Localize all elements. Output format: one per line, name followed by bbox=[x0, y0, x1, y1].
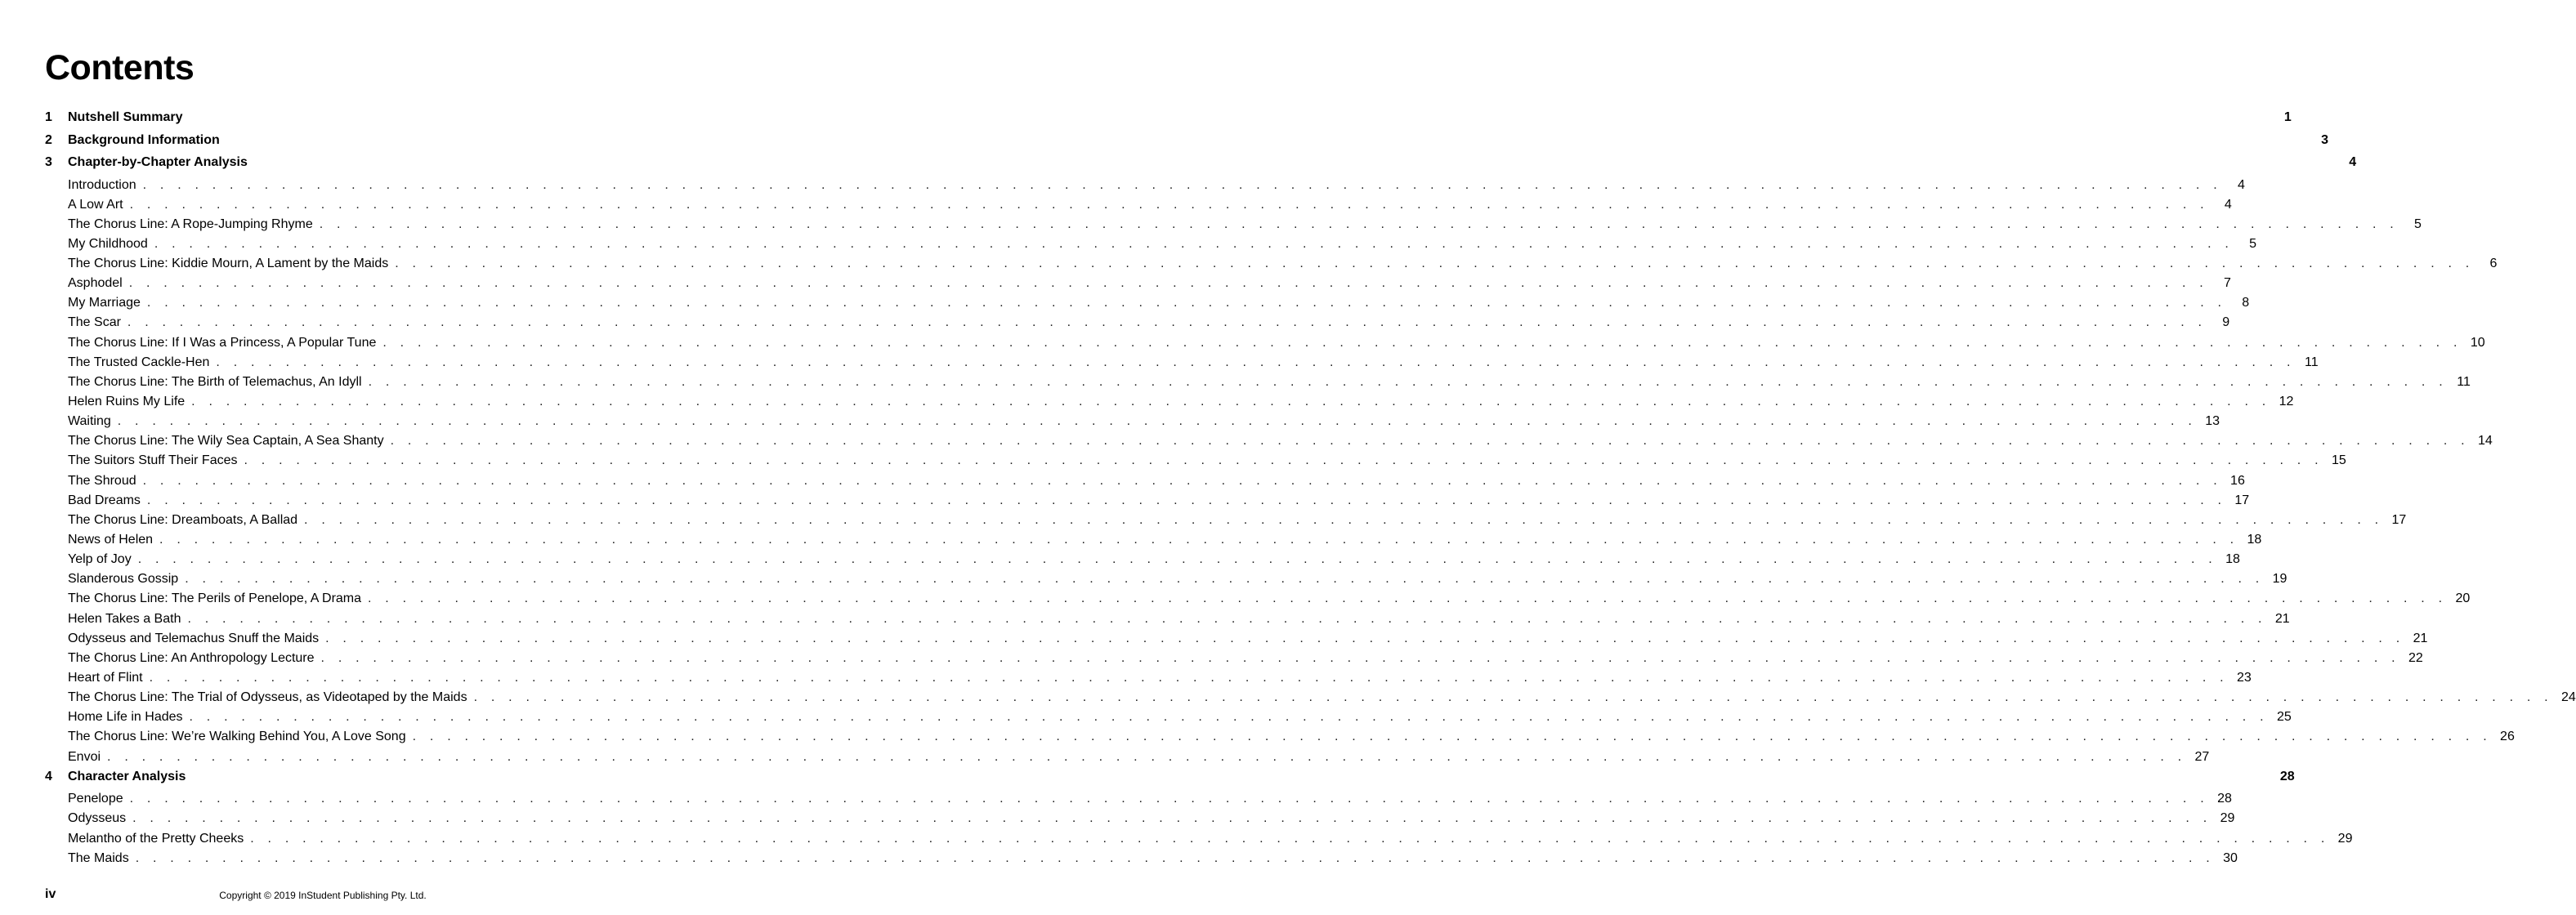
toc-entry-row[interactable] bbox=[45, 850, 2238, 871]
toc-entry-row[interactable] bbox=[45, 831, 2353, 851]
copyright-notice: Copyright © 2019 InStudent Publishing Pty. Ltd. bbox=[219, 890, 427, 901]
toc-entry-row[interactable] bbox=[45, 257, 2498, 276]
toc-entry-row[interactable] bbox=[45, 631, 2428, 651]
dot-leader: . . . . . . . . . . . . . . . . . . . . . . . . . . . . . . . . . . . . . . . . . . . . . . . . . . . . . . . . . . . . . . . . . . . . . . . . . . . . . . . . . . . . . . . . . . . . . . . . . . . . . . . . . . . . . . . . . . . . . . . . bbox=[132, 811, 2212, 826]
dot-leader: . . . . . . . . . . . . . . . . . . . . . . . . . . . . . . . . . . . . . . . . . . . . . . . . . . . . . . . . . . . . . . . . . . . . . . . . . . . . . . . . . . . . . . . . . . . . . . . . . . . . . . . . . . . . . . . . . . . . . . . . bbox=[395, 257, 2475, 271]
section-number: 1 bbox=[45, 110, 52, 124]
entry-page-number: 4 bbox=[2237, 177, 2245, 192]
dot-leader: . . . . . . . . . . . . . . . . . . . . . . . . . . . . . . . . . . . . . . . . . . . . . . . . . . . . . . . . . . . . . . . . . . . . . . . . . . . . . . . . . . . . . . . . . . . . . . . . . . . . . . . . . . . . . . . . . . . . . . . . bbox=[187, 611, 2267, 626]
page-number: iv bbox=[45, 887, 56, 901]
entry-page-number: 6 bbox=[2489, 257, 2498, 271]
section-page-number: 4 bbox=[2349, 155, 2357, 169]
toc-entry-row[interactable] bbox=[45, 710, 2292, 730]
entry-page-number: 11 bbox=[2457, 374, 2471, 389]
entry-page-number: 17 bbox=[2391, 512, 2407, 527]
entry-page-number: 26 bbox=[2500, 730, 2515, 744]
entry-title: Odysseus bbox=[68, 811, 127, 826]
toc-entry-row[interactable] bbox=[45, 533, 2262, 552]
dot-leader: . . . . . . . . . . . . . . . . . . . . . . . . . . . . . . . . . . . . . . . . . . . . . . . . . . . . . . . . . . . . . . . . . . . . . . . . . . . . . . . . . . . . . . . . . . . . . . . . . . . . . . . . . . . . . . . . . . . . . . . . bbox=[244, 453, 2323, 468]
toc-entry-row[interactable] bbox=[45, 493, 2250, 513]
toc-entry-row[interactable] bbox=[45, 177, 2245, 198]
toc-entry-row[interactable] bbox=[45, 335, 2485, 355]
entry-title: The Chorus Line: An Anthropology Lecture bbox=[68, 650, 315, 665]
dot-leader: . . . . . . . . . . . . . . . . . . . . . . . . . . . . . . . . . . . . . . . . . . . . . . . . . . . . . . . . . . . . . . . . . . . . . . . . . . . . . . . . . . . . . . . . . . . . . . . . . . . . . . . . . . . . . . . . . . . . . . . . bbox=[319, 216, 2399, 231]
section-title: Chapter-by-Chapter Analysis bbox=[68, 155, 248, 169]
section-title: Nutshell Summary bbox=[68, 110, 183, 124]
entry-page-number: 7 bbox=[2224, 276, 2231, 291]
section-number: 3 bbox=[45, 155, 52, 169]
entry-page-number: 18 bbox=[2247, 533, 2262, 547]
entry-page-number: 18 bbox=[2225, 552, 2240, 567]
entry-page-number: 5 bbox=[2249, 236, 2257, 251]
entry-title: Melantho of the Pretty Cheeks bbox=[68, 831, 244, 846]
entry-title: News of Helen bbox=[68, 533, 154, 547]
entry-title: Penelope bbox=[68, 792, 123, 806]
toc-entry-row[interactable] bbox=[45, 749, 2210, 770]
toc-entry-row[interactable] bbox=[45, 650, 2423, 671]
entry-page-number: 30 bbox=[2223, 850, 2238, 865]
dot-leader: . . . . . . . . . . . . . . . . . . . . . . . . . . . . . . . . . . . . . . . . . . . . . . . . . . . . . . . . . . . . . . . . . . . . . . . . . . . . . . . . . . . . . . . . . . . . . . . . . . . . . . . . . . . . . . . . . . . . . . . . bbox=[129, 197, 2209, 212]
entry-page-number: 23 bbox=[2237, 671, 2252, 685]
entry-title: Asphodel bbox=[68, 276, 123, 291]
entry-title: The Shroud bbox=[68, 473, 136, 488]
dot-leader: . . . . . . . . . . . . . . . . . . . . . . . . . . . . . . . . . . . . . . . . . . . . . . . . . . . . . . . . . . . . . . . . . . . . . . . . . . . . . . . . . . . . . . . . . . . . . . . . . . . . . . . . . . . . . . . . . . . . . . . . bbox=[185, 572, 2265, 587]
dot-leader: . . . . . . . . . . . . . . . . . . . . . . . . . . . . . . . . . . . . . . . . . . . . . . . . . . . . . . . . . . . . . . . . . . . . . . . . . . . . . . . . . . . . . . . . . . . . . . . . . . . . . . . . . . . . . . . . . . . . . . . . bbox=[135, 850, 2215, 865]
entry-page-number: 24 bbox=[2561, 690, 2576, 705]
entry-page-number: 15 bbox=[2331, 453, 2346, 468]
entry-title: A Low Art bbox=[68, 197, 123, 212]
dot-leader: . . . . . . . . . . . . . . . . . . . . . . . . . . . . . . . . . . . . . . . . . . . . . . . . . . . . . . . . . . . . . . . . . . . . . . . . . . . . . . . . . . . . . . . . . . . . . . . . . . . . . . . . . . . . . . . . . . . . . . . . bbox=[191, 395, 2271, 409]
dot-leader: . . . . . . . . . . . . . . . . . . . . . . . . . . . . . . . . . . . . . . . . . . . . . . . . . . . . . . . . . . . . . . . . . . . . . . . . . . . . . . . . . . . . . . . . . . . . . . . . . . . . . . . . . . . . . . . . . . . . . . . . bbox=[117, 414, 2197, 429]
entry-title: Heart of Flint bbox=[68, 671, 143, 685]
entry-title: Waiting bbox=[68, 414, 111, 429]
entry-title: Odysseus and Telemachus Snuff the Maids bbox=[68, 631, 320, 645]
entry-title: My Childhood bbox=[68, 236, 148, 251]
entry-page-number: 29 bbox=[2337, 831, 2353, 846]
entry-page-number: 8 bbox=[2242, 296, 2250, 310]
entry-page-number: 29 bbox=[2220, 811, 2235, 826]
dot-leader: . . . . . . . . . . . . . . . . . . . . . . . . . . . . . . . . . . . . . . . . . . . . . . . . . . . . . . . . . . . . . . . . . . . . . . . . . . . . . . . . . . . . . . . . . . . . . . . . . . . . . . . . . . . . . . . . . . . . . . . . bbox=[320, 650, 2400, 665]
dot-leader: . . . . . . . . . . . . . . . . . . . . . . . . . . . . . . . . . . . . . . . . . . . . . . . . . . . . . . . . . . . . . . . . . . . . . . . . . . . . . . . . . . . . . . . . . . . . . . . . . . . . . . . . . . . . . . . . . . . . . . . . bbox=[382, 335, 2462, 350]
toc-entry-row[interactable] bbox=[45, 552, 2240, 572]
toc-entry-row[interactable] bbox=[45, 453, 2346, 473]
entry-title: The Trusted Cackle-Hen bbox=[68, 355, 210, 369]
toc-entry-row[interactable] bbox=[45, 690, 2576, 710]
toc-section-row[interactable] bbox=[45, 132, 2329, 156]
dot-leader: . . . . . . . . . . . . . . . . . . . . . . . . . . . . . . . . . . . . . . . . . . . . . . . . . . . . . . . . . . . . . . . . . . . . . . . . . . . . . . . . . . . . . . . . . . . . . . . . . . . . . . . . . . . . . . . . . . . . . . . . bbox=[137, 552, 2217, 567]
dot-leader: . . . . . . . . . . . . . . . . . . . . . . . . . . . . . . . . . . . . . . . . . . . . . . . . . . . . . . . . . . . . . . . . . . . . . . . . . . . . . . . . . . . . . . . . . . . . . . . . . . . . . . . . . . . . . . . . . . . . . . . . bbox=[304, 512, 2384, 527]
toc-entry-row[interactable] bbox=[45, 296, 2250, 315]
entry-page-number: 21 bbox=[2274, 611, 2290, 626]
entry-title: Yelp of Joy bbox=[68, 552, 132, 567]
toc-entry-row[interactable] bbox=[45, 236, 2257, 257]
entry-title: Helen Takes a Bath bbox=[68, 611, 181, 626]
dot-leader: . . . . . . . . . . . . . . . . . . . . . . . . . . . . . . . . . . . . . . . . . . . . . . . . . . . . . . . . . . . . . . . . . . . . . . . . . . . . . . . . . . . . . . . . . . . . . . . . . . . . . . . . . . . . . . . . . . . . . . . . bbox=[142, 473, 2222, 488]
section-number: 2 bbox=[45, 132, 52, 147]
entry-title: Home Life in Hades bbox=[68, 710, 183, 725]
section-page-number: 28 bbox=[2279, 769, 2295, 783]
dot-leader: . . . . . . . . . . . . . . . . . . . . . . . . . . . . . . . . . . . . . . . . . . . . . . . . . . . . . . . . . . . . . . . . . . . . . . . . . . . . . . . . . . . . . . . . . . . . . . . . . . . . . . . . . . . . . . . . . . . . . . . . bbox=[189, 710, 2269, 725]
page-title: Contents bbox=[45, 48, 195, 87]
table-of-contents bbox=[45, 110, 2576, 871]
entry-title: The Scar bbox=[68, 315, 121, 330]
entry-title: Introduction bbox=[68, 177, 136, 192]
entry-title: Bad Dreams bbox=[68, 493, 141, 507]
toc-entry-row[interactable] bbox=[45, 671, 2252, 690]
entry-page-number: 22 bbox=[2408, 650, 2423, 665]
entry-title: Helen Ruins My Life bbox=[68, 395, 186, 409]
toc-entry-row[interactable] bbox=[45, 374, 2471, 395]
entry-page-number: 20 bbox=[2455, 591, 2471, 606]
dot-leader: . . . . . . . . . . . . . . . . . . . . . . . . . . . . . . . . . . . . . . . . . . . . . . . . . . . . . . . . . . . . . . . . . . . . . . . . . . . . . . . . . . . . . . . . . . . . . . . . . . . . . . . . . . . . . . . . . . . . . . . . bbox=[127, 315, 2207, 330]
toc-entry-row[interactable] bbox=[45, 434, 2493, 453]
entry-title: The Maids bbox=[68, 850, 129, 865]
section-number: 4 bbox=[45, 769, 52, 783]
dot-leader: . . . . . . . . . . . . . . . . . . . . . . . . . . . . . . . . . . . . . . . . . . . . . . . . . . . . . . . . . . . . . . . . . . . . . . . . . . . . . . . . . . . . . . . . . . . . . . . . . . . . . . . . . . . . . . . . . . . . . . . . bbox=[142, 177, 2222, 192]
toc-entry-row[interactable] bbox=[45, 792, 2232, 811]
toc-entry-row[interactable] bbox=[45, 512, 2407, 533]
entry-title: The Chorus Line: We’re Walking Behind You, A Love Song bbox=[68, 730, 406, 744]
dot-leader: . . . . . . . . . . . . . . . . . . . . . . . . . . . . . . . . . . . . . . . . . . . . . . . . . . . . . . . . . . . . . . . . . . . . . . . . . . . . . . . . . . . . . . . . . . . . . . . . . . . . . . . . . . . . . . . . . . . . . . . . bbox=[128, 276, 2208, 291]
dot-leader: . . . . . . . . . . . . . . . . . . . . . . . . . . . . . . . . . . . . . . . . . . . . . . . . . . . . . . . . . . . . . . . . . . . . . . . . . . . . . . . . . . . . . . . . . . . . . . . . . . . . . . . . . . . . . . . . . . . . . . . . bbox=[390, 434, 2470, 449]
section-page-number: 3 bbox=[2321, 132, 2329, 147]
toc-entry-row[interactable] bbox=[45, 572, 2288, 591]
toc-entry-row[interactable] bbox=[45, 591, 2471, 611]
entry-title: The Chorus Line: Kiddie Mourn, A Lament by the Maids bbox=[68, 257, 389, 271]
toc-section-row[interactable] bbox=[45, 769, 2295, 792]
entry-page-number: 14 bbox=[2478, 434, 2493, 449]
dot-leader: . . . . . . . . . . . . . . . . . . . . . . . . . . . . . . . . . . . . . . . . . . . . . . . . . . . . . . . . . . . . . . . . . . . . . . . . . . . . . . . . . . . . . . . . . . . . . . . . . . . . . . . . . . . . . . . . . . . . . . . . bbox=[216, 355, 2296, 369]
dot-leader: . . . . . . . . . . . . . . . . . . . . . . . . . . . . . . . . . . . . . . . . . . . . . . . . . . . . . . . . . . . . . . . . . . . . . . . . . . . . . . . . . . . . . . . . . . . . . . . . . . . . . . . . . . . . . . . . . . . . . . . . bbox=[412, 730, 2492, 744]
section-title: Background Information bbox=[68, 132, 220, 147]
entry-title: Slanderous Gossip bbox=[68, 572, 179, 587]
toc-entry-row[interactable] bbox=[45, 611, 2290, 632]
entry-page-number: 27 bbox=[2194, 749, 2210, 764]
dot-leader: . . . . . . . . . . . . . . . . . . . . . . . . . . . . . . . . . . . . . . . . . . . . . . . . . . . . . . . . . . . . . . . . . . . . . . . . . . . . . . . . . . . . . . . . . . . . . . . . . . . . . . . . . . . . . . . . . . . . . . . . bbox=[473, 690, 2553, 705]
dot-leader: . . . . . . . . . . . . . . . . . . . . . . . . . . . . . . . . . . . . . . . . . . . . . . . . . . . . . . . . . . . . . . . . . . . . . . . . . . . . . . . . . . . . . . . . . . . . . . . . . . . . . . . . . . . . . . . . . . . . . . . . bbox=[250, 831, 2330, 846]
entry-title: Envoi bbox=[68, 749, 101, 764]
entry-page-number: 21 bbox=[2413, 631, 2428, 645]
dot-leader: . . . . . . . . . . . . . . . . . . . . . . . . . . . . . . . . . . . . . . . . . . . . . . . . . . . . . . . . . . . . . . . . . . . . . . . . . . . . . . . . . . . . . . . . . . . . . . . . . . . . . . . . . . . . . . . . . . . . . . . . bbox=[129, 792, 2209, 806]
toc-section-row[interactable] bbox=[45, 155, 2357, 178]
entry-title: The Chorus Line: The Wily Sea Captain, A Sea Shanty bbox=[68, 434, 384, 449]
toc-entry-row[interactable] bbox=[45, 395, 2294, 414]
entry-title: The Chorus Line: Dreamboats, A Ballad bbox=[68, 512, 298, 527]
entry-page-number: 16 bbox=[2230, 473, 2245, 488]
entry-page-number: 10 bbox=[2470, 335, 2485, 350]
section-title: Character Analysis bbox=[68, 769, 186, 783]
entry-page-number: 11 bbox=[2305, 355, 2319, 369]
entry-page-number: 28 bbox=[2217, 792, 2232, 806]
dot-leader: . . . . . . . . . . . . . . . . . . . . . . . . . . . . . . . . . . . . . . . . . . . . . . . . . . . . . . . . . . . . . . . . . . . . . . . . . . . . . . . . . . . . . . . . . . . . . . . . . . . . . . . . . . . . . . . . . . . . . . . . bbox=[107, 749, 2187, 764]
entry-page-number: 12 bbox=[2279, 395, 2294, 409]
dot-leader: . . . . . . . . . . . . . . . . . . . . . . . . . . . . . . . . . . . . . . . . . . . . . . . . . . . . . . . . . . . . . . . . . . . . . . . . . . . . . . . . . . . . . . . . . . . . . . . . . . . . . . . . . . . . . . . . . . . . . . . . bbox=[154, 236, 2234, 251]
dot-leader: . . . . . . . . . . . . . . . . . . . . . . . . . . . . . . . . . . . . . . . . . . . . . . . . . . . . . . . . . . . . . . . . . . . . . . . . . . . . . . . . . . . . . . . . . . . . . . . . . . . . . . . . . . . . . . . . . . . . . . . . bbox=[368, 591, 2448, 606]
entry-title: The Chorus Line: The Birth of Telemachus, An Idyll bbox=[68, 374, 362, 389]
entry-title: The Chorus Line: If I Was a Princess, A Popular Tune bbox=[68, 335, 377, 350]
toc-entry-row[interactable] bbox=[45, 730, 2515, 749]
toc-entry-row[interactable] bbox=[45, 811, 2235, 831]
entry-page-number: 25 bbox=[2276, 710, 2292, 725]
entry-title: My Marriage bbox=[68, 296, 141, 310]
toc-section-row[interactable] bbox=[45, 110, 2292, 133]
toc-entry-row[interactable] bbox=[45, 276, 2231, 296]
dot-leader: . . . . . . . . . . . . . . . . . . . . . . . . . . . . . . . . . . . . . . . . . . . . . . . . . . . . . . . . . . . . . . . . . . . . . . . . . . . . . . . . . . . . . . . . . . . . . . . . . . . . . . . . . . . . . . . . . . . . . . . . bbox=[146, 296, 2227, 310]
dot-leader: . . . . . . . . . . . . . . . . . . . . . . . . . . . . . . . . . . . . . . . . . . . . . . . . . . . . . . . . . . . . . . . . . . . . . . . . . . . . . . . . . . . . . . . . . . . . . . . . . . . . . . . . . . . . . . . . . . . . . . . . bbox=[149, 671, 2229, 685]
toc-entry-row[interactable] bbox=[45, 197, 2232, 217]
entry-page-number: 5 bbox=[2414, 216, 2422, 231]
dot-leader: . . . . . . . . . . . . . . . . . . . . . . . . . . . . . . . . . . . . . . . . . . . . . . . . . . . . . . . . . . . . . . . . . . . . . . . . . . . . . . . . . . . . . . . . . . . . . . . . . . . . . . . . . . . . . . . . . . . . . . . . bbox=[159, 533, 2239, 547]
toc-entry-row[interactable] bbox=[45, 355, 2319, 375]
toc-entry-row[interactable] bbox=[45, 414, 2220, 434]
entry-page-number: 9 bbox=[2222, 315, 2230, 330]
toc-entry-row[interactable] bbox=[45, 473, 2245, 493]
entry-title: The Chorus Line: The Trial of Odysseus, as Videotaped by the Maids bbox=[68, 690, 467, 705]
dot-leader: . . . . . . . . . . . . . . . . . . . . . . . . . . . . . . . . . . . . . . . . . . . . . . . . . . . . . . . . . . . . . . . . . . . . . . . . . . . . . . . . . . . . . . . . . . . . . . . . . . . . . . . . . . . . . . . . . . . . . . . . bbox=[368, 374, 2448, 389]
toc-entry-row[interactable] bbox=[45, 216, 2422, 237]
entry-title: The Suitors Stuff Their Faces bbox=[68, 453, 238, 468]
entry-page-number: 13 bbox=[2205, 414, 2220, 429]
entry-title: The Chorus Line: The Perils of Penelope, A Drama bbox=[68, 591, 362, 606]
dot-leader: . . . . . . . . . . . . . . . . . . . . . . . . . . . . . . . . . . . . . . . . . . . . . . . . . . . . . . . . . . . . . . . . . . . . . . . . . . . . . . . . . . . . . . . . . . . . . . . . . . . . . . . . . . . . . . . . . . . . . . . . bbox=[325, 631, 2405, 645]
dot-leader: . . . . . . . . . . . . . . . . . . . . . . . . . . . . . . . . . . . . . . . . . . . . . . . . . . . . . . . . . . . . . . . . . . . . . . . . . . . . . . . . . . . . . . . . . . . . . . . . . . . . . . . . . . . . . . . . . . . . . . . . bbox=[146, 493, 2227, 507]
entry-page-number: 17 bbox=[2234, 493, 2250, 507]
entry-title: The Chorus Line: A Rope-Jumping Rhyme bbox=[68, 216, 313, 231]
entry-page-number: 19 bbox=[2272, 572, 2288, 587]
toc-entry-row[interactable] bbox=[45, 315, 2230, 335]
entry-page-number: 4 bbox=[2224, 197, 2232, 212]
section-page-number: 1 bbox=[2283, 110, 2292, 124]
